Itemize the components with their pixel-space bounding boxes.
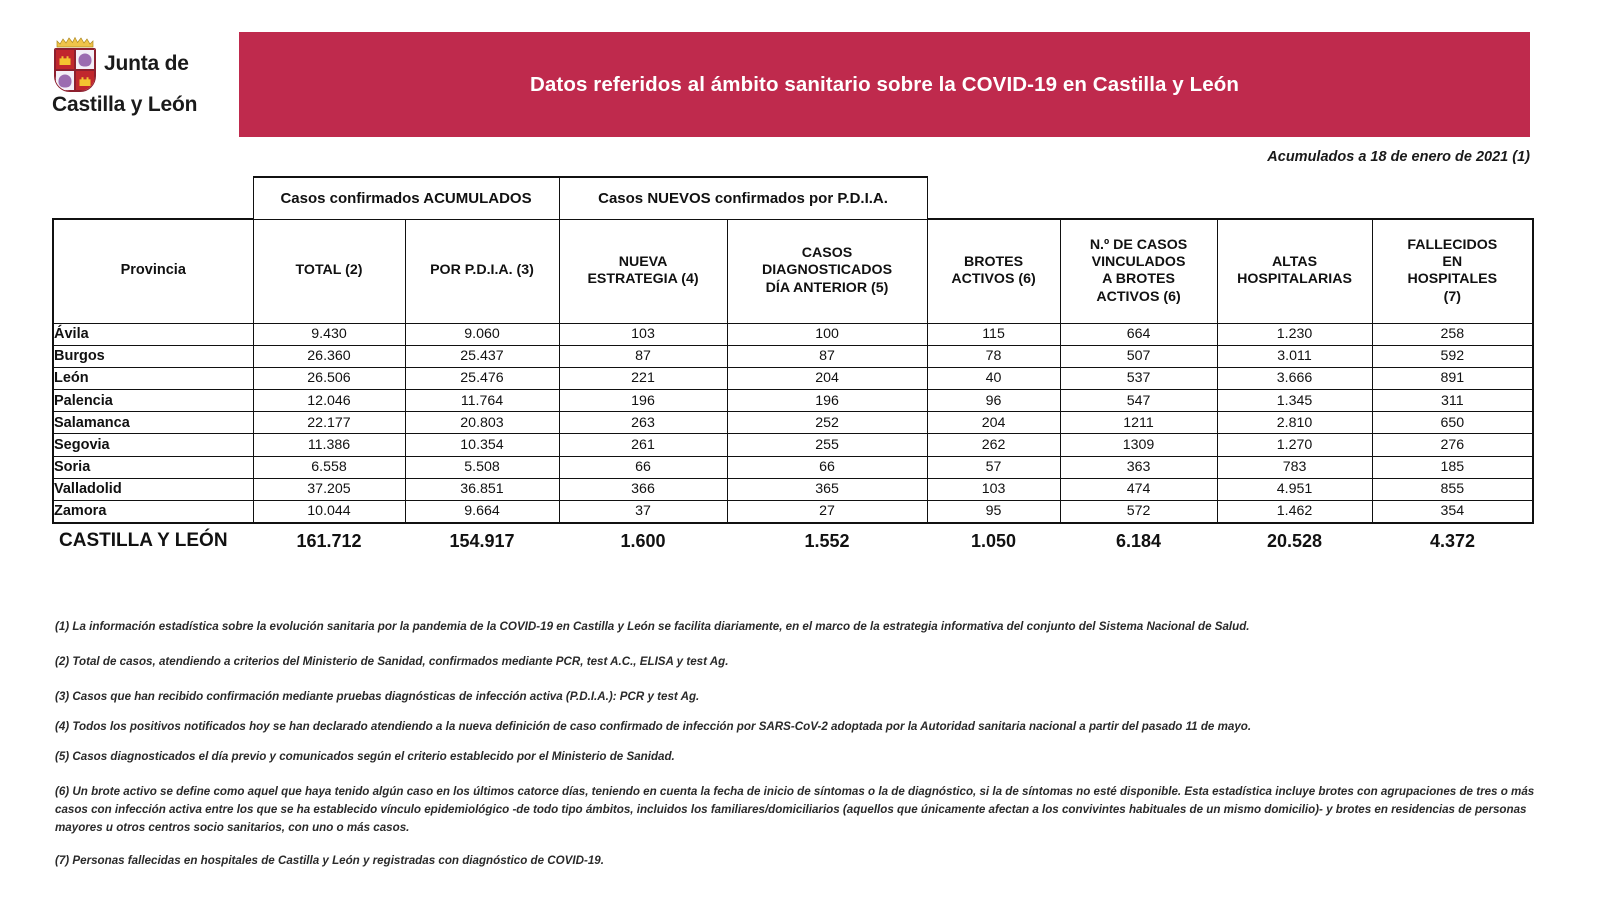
table-row <box>53 478 1533 500</box>
cell-brotes: 115 <box>927 323 1060 345</box>
banner-title: Datos referidos al ámbito sanitario sobre la COVID-19 en Castilla y León <box>530 72 1239 96</box>
cell-fallecidos: 185 <box>1372 456 1533 478</box>
cell-brotes: 40 <box>927 367 1060 389</box>
cell-nueva-estrategia: 37 <box>559 501 727 523</box>
footnote-1: (1) La información estadística sobre la evolución sanitaria por la pandemia de la COVID-19 en Castilla y León se facilita diariamente, en el marco de la estrategia informativa del conjunto del Sistema Nacional de Salud. <box>55 620 1250 633</box>
cell-dia-anterior: 100 <box>727 323 927 345</box>
col-header-por-pdia-l1: POR P.D.I.A. (3) <box>430 262 534 279</box>
group-header-spacer <box>53 177 253 219</box>
cell-altas: 1.270 <box>1217 434 1372 456</box>
cell-dia-anterior: 196 <box>727 390 927 412</box>
table-row <box>53 367 1533 389</box>
col-header-fallecidos-l4: (7) <box>1443 288 1461 305</box>
group-header-acumulados: Casos confirmados ACUMULADOS <box>253 177 559 219</box>
cell-por-pdia: 5.508 <box>405 456 559 478</box>
col-header-nueva-estrategia <box>559 219 727 323</box>
cell-fallecidos: 258 <box>1372 323 1533 345</box>
cell-total: 26.360 <box>253 345 405 367</box>
cell-altas: 1.345 <box>1217 390 1372 412</box>
cell-por-pdia: 36.851 <box>405 478 559 500</box>
covid-data-table-container <box>52 176 1532 559</box>
logo-text-line1: Junta de <box>104 51 189 75</box>
cell-vinculados: 474 <box>1060 478 1217 500</box>
col-header-brotes-l2: ACTIVOS (6) <box>951 271 1036 288</box>
cell-provincia: Salamanca <box>53 412 253 434</box>
cell-altas: 4.951 <box>1217 478 1372 500</box>
cell-total: 37.205 <box>253 478 405 500</box>
table-row <box>53 390 1533 412</box>
cell-provincia: Zamora <box>53 501 253 523</box>
total-altas: 20.528 <box>1217 523 1372 559</box>
footnotes <box>55 618 1535 887</box>
col-header-dia-anterior-l3: DÍA ANTERIOR (5) <box>765 279 889 296</box>
title-banner <box>239 32 1530 137</box>
group-header-spacer-5 <box>1372 177 1533 219</box>
cell-provincia: Ávila <box>53 323 253 345</box>
col-header-dia-anterior-l2: DIAGNOSTICADOS <box>761 262 893 279</box>
col-header-vinculados-l4: ACTIVOS (6) <box>1096 288 1181 305</box>
cell-total: 11.386 <box>253 434 405 456</box>
cell-por-pdia: 9.664 <box>405 501 559 523</box>
cell-total: 10.044 <box>253 501 405 523</box>
cell-brotes: 96 <box>927 390 1060 412</box>
cell-dia-anterior: 87 <box>727 345 927 367</box>
col-header-fallecidos-l2: EN <box>1442 253 1463 270</box>
accumulated-date-note: Acumulados a 18 de enero de 2021 (1) <box>1267 149 1530 165</box>
cell-provincia: Valladolid <box>53 478 253 500</box>
col-header-altas-l1: ALTAS <box>1271 253 1318 270</box>
col-header-vinculados-l3: A BROTES <box>1102 271 1175 288</box>
table-row <box>53 323 1533 345</box>
cell-nueva-estrategia: 263 <box>559 412 727 434</box>
col-header-total <box>253 219 405 323</box>
cell-altas: 2.810 <box>1217 412 1372 434</box>
group-header-row <box>53 177 1533 219</box>
group-header-nuevos: Casos NUEVOS confirmados por P.D.I.A. <box>559 177 927 219</box>
cell-brotes: 57 <box>927 456 1060 478</box>
cell-nueva-estrategia: 221 <box>559 367 727 389</box>
col-header-nueva-estrategia-l2: ESTRATEGIA (4) <box>587 271 699 287</box>
total-dia-anterior: 1.552 <box>727 523 927 559</box>
footnote-6: (6) Un brote activo se define como aquel que haya tenido algún caso en los últimos catorce días, teniendo en cuenta la fecha de inicio de síntomas o la de diagnóstico, si la de síntomas no esté disponible. Esta estadística incluye brotes con agrupaciones de tres o más casos con infección activa entre los que se ha establecido vínculo epidemiológico -de todo tipo ámbitos, incluidos los familiares/domiciliarios (aquellos que únicamente afectan a los convivintes habituales de un mismo domicilio)- y brotes en residencias de personas mayores u otros centros socio sanitarios, con uno o más casos. <box>55 784 1535 834</box>
cell-altas: 1.462 <box>1217 501 1372 523</box>
cell-provincia: Soria <box>53 456 253 478</box>
cell-provincia: Palencia <box>53 390 253 412</box>
col-header-altas-l2: HOSPITALARIAS <box>1237 271 1352 288</box>
cell-altas: 3.011 <box>1217 345 1372 367</box>
total-total: 161.712 <box>253 523 405 559</box>
cell-vinculados: 537 <box>1060 367 1217 389</box>
table-head <box>53 177 1533 323</box>
col-header-provincia <box>53 219 253 323</box>
cell-fallecidos: 354 <box>1372 501 1533 523</box>
cell-fallecidos: 592 <box>1372 345 1533 367</box>
cell-brotes: 262 <box>927 434 1060 456</box>
cell-brotes: 95 <box>927 501 1060 523</box>
group-header-spacer-2 <box>927 177 1060 219</box>
col-header-vinculados-l1: N.º DE CASOS <box>1089 236 1188 253</box>
table-body <box>53 323 1533 559</box>
cell-nueva-estrategia: 261 <box>559 434 727 456</box>
cell-vinculados: 572 <box>1060 501 1217 523</box>
col-header-dia-anterior-l1: CASOS <box>801 245 853 262</box>
col-header-provincia-l1: Provincia <box>120 262 186 279</box>
table-row <box>53 456 1533 478</box>
col-header-altas-hospitalarias <box>1217 219 1372 323</box>
total-fallecidos: 4.372 <box>1372 523 1533 559</box>
cell-nueva-estrategia: 87 <box>559 345 727 367</box>
cell-vinculados: 363 <box>1060 456 1217 478</box>
cell-por-pdia: 10.354 <box>405 434 559 456</box>
cell-nueva-estrategia: 103 <box>559 323 727 345</box>
cell-brotes: 78 <box>927 345 1060 367</box>
table-row <box>53 501 1533 523</box>
col-header-fallecidos-l3: HOSPITALES <box>1407 271 1498 288</box>
cell-dia-anterior: 365 <box>727 478 927 500</box>
col-header-fallecidos <box>1372 219 1533 323</box>
cell-nueva-estrategia: 196 <box>559 390 727 412</box>
total-label: CASTILLA Y LEÓN <box>53 523 253 559</box>
col-header-nueva-estrategia-l1: NUEVA <box>618 253 668 270</box>
table-total-row <box>53 523 1533 559</box>
total-por-pdia: 154.917 <box>405 523 559 559</box>
footnote-7: (7) Personas fallecidas en hospitales de Castilla y León y registradas con diagnóstico de COVID-19. <box>55 853 604 867</box>
cell-por-pdia: 20.803 <box>405 412 559 434</box>
table-row <box>53 345 1533 367</box>
cell-total: 6.558 <box>253 456 405 478</box>
cell-fallecidos: 311 <box>1372 390 1533 412</box>
cell-nueva-estrategia: 366 <box>559 478 727 500</box>
col-header-brotes-activos <box>927 219 1060 323</box>
cell-vinculados: 664 <box>1060 323 1217 345</box>
total-brotes: 1.050 <box>927 523 1060 559</box>
coat-of-arms-icon <box>52 36 98 92</box>
group-header-spacer-3 <box>1060 177 1217 219</box>
page-header <box>0 0 1600 148</box>
logo-text-line2: Castilla y León <box>52 93 198 116</box>
total-nueva-estrategia: 1.600 <box>559 523 727 559</box>
cell-altas: 783 <box>1217 456 1372 478</box>
covid-data-table <box>52 176 1534 559</box>
cell-por-pdia: 11.764 <box>405 390 559 412</box>
cell-fallecidos: 855 <box>1372 478 1533 500</box>
cell-altas: 1.230 <box>1217 323 1372 345</box>
footnote-3: (3) Casos que han recibido confirmación mediante pruebas diagnósticas de infección activa (P.D.I.A.): PCR y test Ag. <box>55 689 700 703</box>
col-header-vinculados-l2: VINCULADOS <box>1091 253 1186 270</box>
cell-vinculados: 1211 <box>1060 412 1217 434</box>
cell-fallecidos: 276 <box>1372 434 1533 456</box>
group-header-spacer-4 <box>1217 177 1372 219</box>
cell-total: 9.430 <box>253 323 405 345</box>
cell-dia-anterior: 204 <box>727 367 927 389</box>
table-row <box>53 434 1533 456</box>
col-header-vinculados-brotes <box>1060 219 1217 323</box>
total-vinculados: 6.184 <box>1060 523 1217 559</box>
cell-por-pdia: 25.476 <box>405 367 559 389</box>
cell-dia-anterior: 27 <box>727 501 927 523</box>
cell-dia-anterior: 255 <box>727 434 927 456</box>
cell-total: 26.506 <box>253 367 405 389</box>
col-header-brotes-l1: BROTES <box>963 253 1024 270</box>
cell-por-pdia: 9.060 <box>405 323 559 345</box>
cell-provincia: Burgos <box>53 345 253 367</box>
cell-brotes: 204 <box>927 412 1060 434</box>
footnote-2: (2) Total de casos, atendiendo a criterios del Ministerio de Sanidad, confirmados mediante PCR, test A.C., ELISA y test Ag. <box>55 654 729 668</box>
cell-fallecidos: 891 <box>1372 367 1533 389</box>
cell-dia-anterior: 252 <box>727 412 927 434</box>
cell-brotes: 103 <box>927 478 1060 500</box>
col-header-fallecidos-l1: FALLECIDOS <box>1407 236 1498 253</box>
footnote-4: (4) Todos los positivos notificados hoy se han declarado atendiendo a la nueva definición de caso confirmado de infección por SARS-CoV-2 adoptada por la Autoridad sanitaria nacional a partir del pasado 11 de mayo. <box>55 719 1252 733</box>
cell-fallecidos: 650 <box>1372 412 1533 434</box>
table-row <box>53 412 1533 434</box>
col-header-dia-anterior <box>727 219 927 323</box>
footnote-5: (5) Casos diagnosticados el día previo y comunicados según el criterio establecido por el Ministerio de Sanidad. <box>55 749 675 763</box>
cell-vinculados: 547 <box>1060 390 1217 412</box>
cell-total: 22.177 <box>253 412 405 434</box>
junta-logo <box>52 36 232 117</box>
cell-vinculados: 1309 <box>1060 434 1217 456</box>
cell-provincia: León <box>53 367 253 389</box>
col-header-por-pdia <box>405 219 559 323</box>
cell-dia-anterior: 66 <box>727 456 927 478</box>
cell-altas: 3.666 <box>1217 367 1372 389</box>
cell-vinculados: 507 <box>1060 345 1217 367</box>
column-header-row <box>53 219 1533 323</box>
cell-provincia: Segovia <box>53 434 253 456</box>
cell-total: 12.046 <box>253 390 405 412</box>
cell-por-pdia: 25.437 <box>405 345 559 367</box>
cell-nueva-estrategia: 66 <box>559 456 727 478</box>
shield-quarters <box>54 48 96 92</box>
col-header-total-l1: TOTAL (2) <box>295 262 363 279</box>
